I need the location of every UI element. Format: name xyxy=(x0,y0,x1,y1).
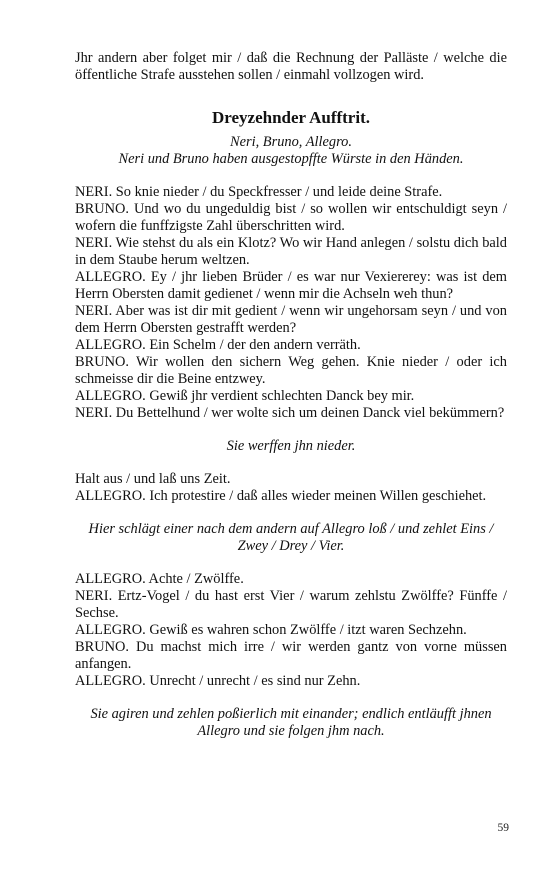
dialogue-line: ALLEGRO. Ey / jhr lieben Brüder / es war nur Vexiererey: was ist dem Herrn Obersten damit gedienet / wenn mir die Achseln weh thun? xyxy=(75,269,507,302)
dialogue-line: BRUNO. Und wo du ungeduldig bist / so wollen wir entschuldigt seyn / wofern die funffzigste Zahl überschritten wird. xyxy=(75,201,507,234)
dialogue-block-2 xyxy=(75,471,507,505)
dialogue-line: ALLEGRO. Ich protestire / daß alles wieder meinen Willen geschiehet. xyxy=(75,488,487,504)
dialogue-line: BRUNO. Wir wollen den sichern Weg gehen. Knie nieder / oder ich schmeisse dir die Beine entzwey. xyxy=(75,354,507,387)
dialogue-line: NERI. Ertz-Vogel / du hast erst Vier / warum zehlstu Zwölffe? Fünffe / Sechse. xyxy=(75,588,507,621)
stage-direction: Sie werffen jhn nieder. xyxy=(226,438,356,454)
dialogue-line: NERI. Wie stehst du als ein Klotz? Wo wir Hand anlegen / solstu dich bald in dem Staube herum weltzen. xyxy=(75,235,507,268)
dialogue-line: NERI. So knie nieder / du Speckfresser / und leide deine Strafe. xyxy=(75,184,443,200)
dialogue-block-1 xyxy=(75,184,507,422)
dialogue-line: ALLEGRO. Unrecht / unrecht / es sind nur Zehn. xyxy=(75,673,361,689)
stage-direction: Sie agiren und zehlen poßierlich mit einander; endlich entläufft jhnen Allegro und sie folgen jhm nach. xyxy=(90,706,492,739)
dialogue-line: NERI. Du Bettelhund / wer wolte sich um deinen Danck viel bekümmern? xyxy=(75,405,505,421)
dialogue-line: ALLEGRO. Gewiß es wahren schon Zwölffe / itzt waren Sechzehn. xyxy=(75,622,467,638)
scene-stage-note: Neri und Bruno haben ausgestopffte Würste in den Händen. xyxy=(118,151,464,167)
stage-direction: Hier schlägt einer nach dem andern auf Allegro loß / und zehlet Eins / Zwey / Drey / Vier. xyxy=(88,521,494,554)
dialogue-line: ALLEGRO. Ein Schelm / der den andern verräth. xyxy=(75,337,361,353)
scene-cast: Neri, Bruno, Allegro. xyxy=(230,134,352,150)
dialogue-line: ALLEGRO. Gewiß jhr verdient schlechten Danck bey mir. xyxy=(75,388,415,404)
dialogue-line: ALLEGRO. Achte / Zwölffe. xyxy=(75,571,244,587)
page-text xyxy=(75,50,507,740)
scene-heading: Dreyzehnder Aufftrit. xyxy=(211,108,370,127)
dialogue-line: BRUNO. Du machst mich irre / wir werden gantz von vorne müssen anfangen. xyxy=(75,639,507,672)
dialogue-line: NERI. Aber was ist dir mit gedient / wenn wir ungehorsam seyn / und von dem Herrn Obersten gestrafft werden? xyxy=(75,303,507,336)
dialogue-line: Halt aus / und laß uns Zeit. xyxy=(75,471,231,487)
dialogue-block-3 xyxy=(75,571,507,690)
opening-paragraph: Jhr andern aber folget mir / daß die Rechnung der Palläste / welche die öffentliche Strafe ausstehen sollen / einmahl vollzogen wird. xyxy=(75,50,507,83)
page-number: 59 xyxy=(497,822,509,834)
